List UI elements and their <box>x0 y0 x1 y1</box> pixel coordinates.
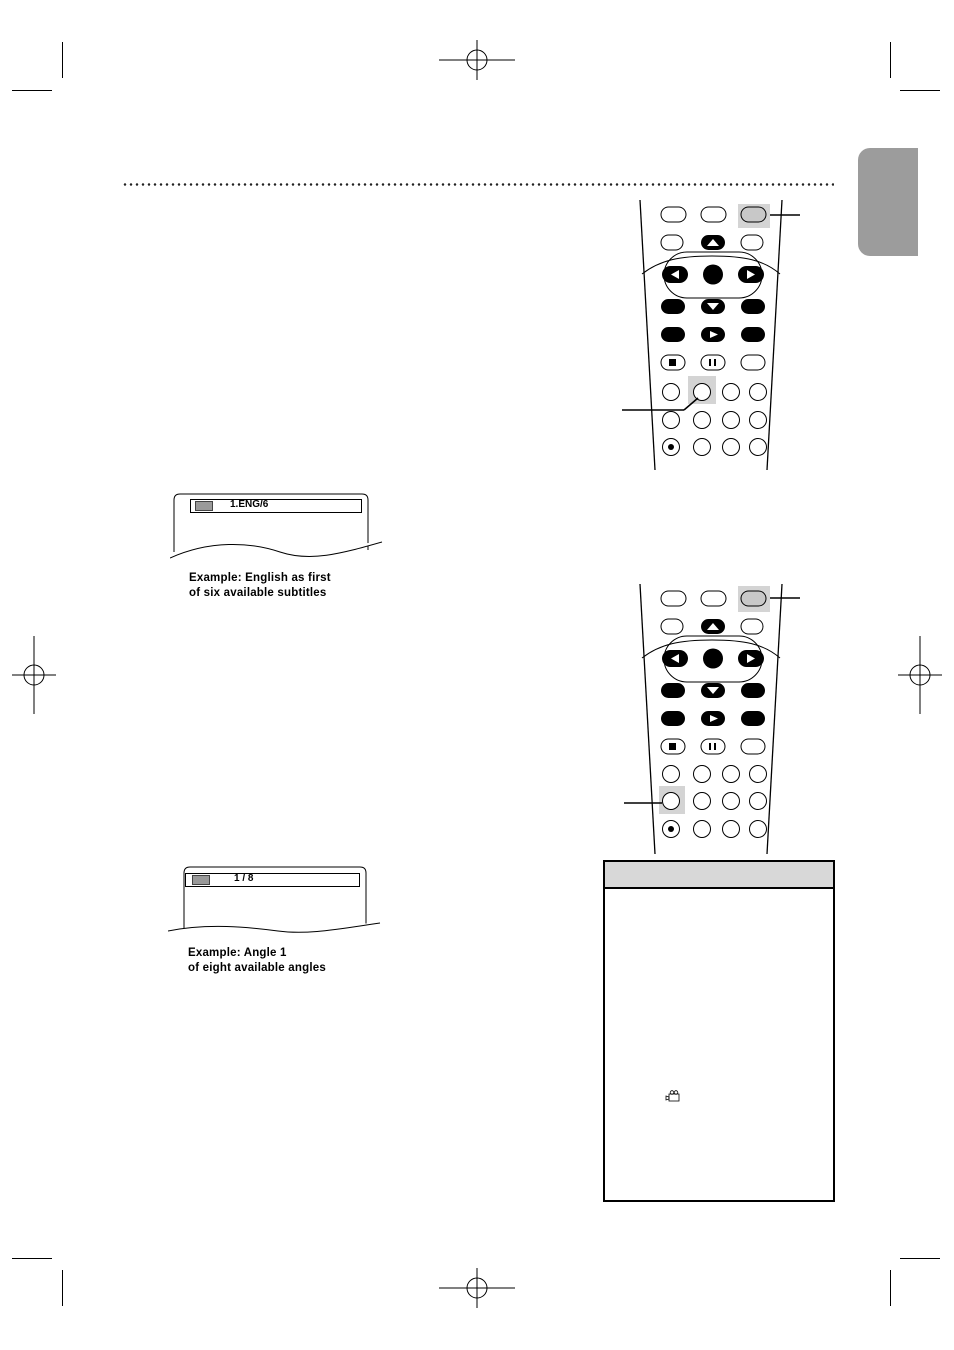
subtitle-icon <box>195 501 213 511</box>
crop-mark <box>12 1258 52 1259</box>
crop-mark <box>900 1258 940 1259</box>
registration-mark-left <box>12 636 56 714</box>
subtitle-caption <box>189 571 331 601</box>
crop-mark <box>890 1270 891 1306</box>
crop-mark <box>900 90 940 91</box>
osd-status-bar-angle <box>185 873 360 887</box>
remote-illustration-subtitle <box>600 200 810 472</box>
registration-mark-bottom <box>437 1268 517 1308</box>
registration-mark-top <box>437 40 517 80</box>
crop-mark <box>12 90 52 91</box>
remote-illustration-angle <box>600 584 810 856</box>
angle-caption <box>188 946 326 976</box>
osd-status-bar-subtitle <box>190 499 362 513</box>
subtitle-caption-line-2: of six available subtitles <box>189 587 327 599</box>
subtitle-caption-line-1: Example: English as first <box>189 572 331 584</box>
angle-icon <box>192 875 210 885</box>
crop-mark <box>62 42 63 78</box>
crop-mark <box>890 42 891 78</box>
angle-caption-line-2: of eight available angles <box>188 962 326 974</box>
crop-mark <box>62 1270 63 1306</box>
camera-angle-icon <box>665 1090 681 1102</box>
section-tab <box>858 148 918 256</box>
dotted-rule <box>122 183 834 186</box>
hint-box-header <box>605 862 833 889</box>
angle-osd-value: 1 / 8 <box>234 873 254 884</box>
registration-mark-right <box>898 636 942 714</box>
hint-box <box>603 860 835 1202</box>
subtitle-osd-value: 1.ENG/6 <box>230 499 269 510</box>
angle-caption-line-1: Example: Angle 1 <box>188 947 287 959</box>
